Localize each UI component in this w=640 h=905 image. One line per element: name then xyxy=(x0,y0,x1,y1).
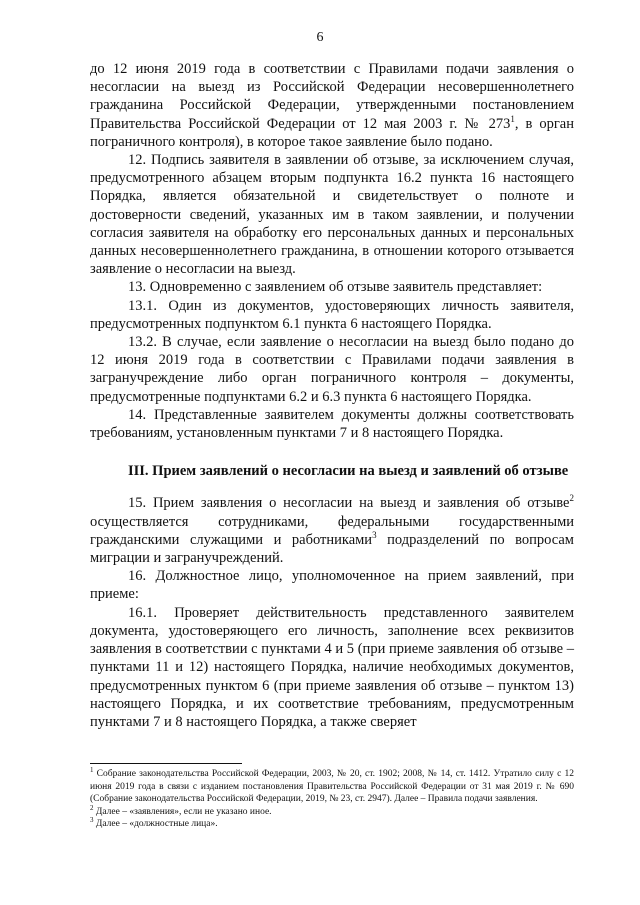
footnote-mark: 2 xyxy=(90,803,94,812)
footnote-text: Далее – «должностные лица». xyxy=(93,819,218,830)
paragraph-text: до 12 июня 2019 года в соответствии с Правилами подачи заявления о несогласии на выезд из Российской Федерации несовершеннолетнего гражданина Российской Федерации, утвержденными постановлением Правительства Российской Федерации от 12 мая 2003 г. № 273 xyxy=(90,61,574,132)
footnote-3 xyxy=(90,818,574,831)
paragraph-13-1: 13.1. Один из документов, удостоверяющих личность заявителя, предусмотренных подпунктом 6.1 пункта 6 настоящего Порядка. xyxy=(90,297,574,332)
footnote-1 xyxy=(90,765,574,806)
paragraph-16: 16. Должностное лицо, уполномоченное на прием заявлений, при приеме: xyxy=(90,568,574,603)
footnote-2 xyxy=(90,803,574,819)
footnote-text: Собрание законодательства Российской Федерации, 2003, № 20, ст. 1902; 2008, № 14, ст. 1412. Утратило силу с 12 июня 2019 года в связи с изданием постановления Правительства Российской Федерации от 31 мая 2019 г. № 690 (Собрание законодательства Российской Федерации, 2019, № 23, ст. 2947). Далее – Правила подачи заявления. xyxy=(90,769,574,805)
paragraph-15 xyxy=(90,494,574,567)
footnote-mark: 3 xyxy=(90,816,94,825)
document-body xyxy=(90,60,574,731)
paragraph-13-2: 13.2. В случае, если заявление о несогласии на выезд было подано до 12 июня 2019 года в соответствии с Правилами подачи заявления в загранучреждение либо орган пограничного контроля – документы, предусмотренные подпунктами 6.2 и 6.3 пункта 6 настоящего Порядка. xyxy=(90,334,574,405)
paragraph-16-1: 16.1. Проверяет действительность представленного заявителем документа, удостоверяющего его личность, заполнение всех реквизитов заявления в соответствии с пунктами 4 и 5 (при приеме заявления об отзыве – пунктами 11 и 12) настоящего Порядка, наличие необходимых документов, предусмотренных пунктом 6 (при приеме заявления об отзыве – пунктом 13) настоящего Порядка, и их соответствие требованиям, предусмотренным пунктами 7 и 8 настоящего Порядка, а также сверяет xyxy=(90,604,574,730)
paragraph-continuation xyxy=(90,60,574,151)
paragraph-text: 15. Прием заявления о несогласии на выезд и заявления об отзыве xyxy=(128,495,570,512)
footnote-ref-3: 3 xyxy=(372,530,377,541)
footnotes xyxy=(90,765,574,831)
footnote-ref-1: 1 xyxy=(510,113,515,124)
paragraph-13: 13. Одновременно с заявлением об отзыве заявитель представляет: xyxy=(128,279,543,296)
footnote-ref-2: 2 xyxy=(569,493,574,504)
paragraph-text: подразделений по вопросам миграции и загранучреждений. xyxy=(90,531,574,567)
footnote-divider xyxy=(90,763,242,764)
footnote-text: Далее – «заявления», если не указано иное. xyxy=(93,806,272,817)
paragraph-12: 12. Подпись заявителя в заявлении об отзыве, за исключением случая, предусмотренного абзацем вторым подпункта 16.2 пункта 16 настоящего Порядка, является обязательной и свидетельствует о полноте и достоверности сведений, указанных им в таком заявлении, и получении согласия заявителя на обработку его персональных данных и персональных данных несовершеннолетнего гражданина, в отношении которого отзывается заявление о несогласии на выезд. xyxy=(90,152,574,278)
paragraph-14: 14. Представленные заявителем документы должны соответствовать требованиям, установленным пунктами 7 и 8 настоящего Порядка. xyxy=(90,406,574,442)
page-number: 6 xyxy=(316,30,324,45)
section-heading: III. Прием заявлений о несогласии на выезд и заявлений об отзыве xyxy=(128,463,569,480)
paragraph-text: , в орган пограничного контроля), в которое такое заявление было подано. xyxy=(90,115,574,150)
paragraph-text: осуществляется сотрудниками, федеральными государственными гражданскими служащими и работниками xyxy=(90,513,574,548)
footnote-mark: 1 xyxy=(90,765,94,774)
